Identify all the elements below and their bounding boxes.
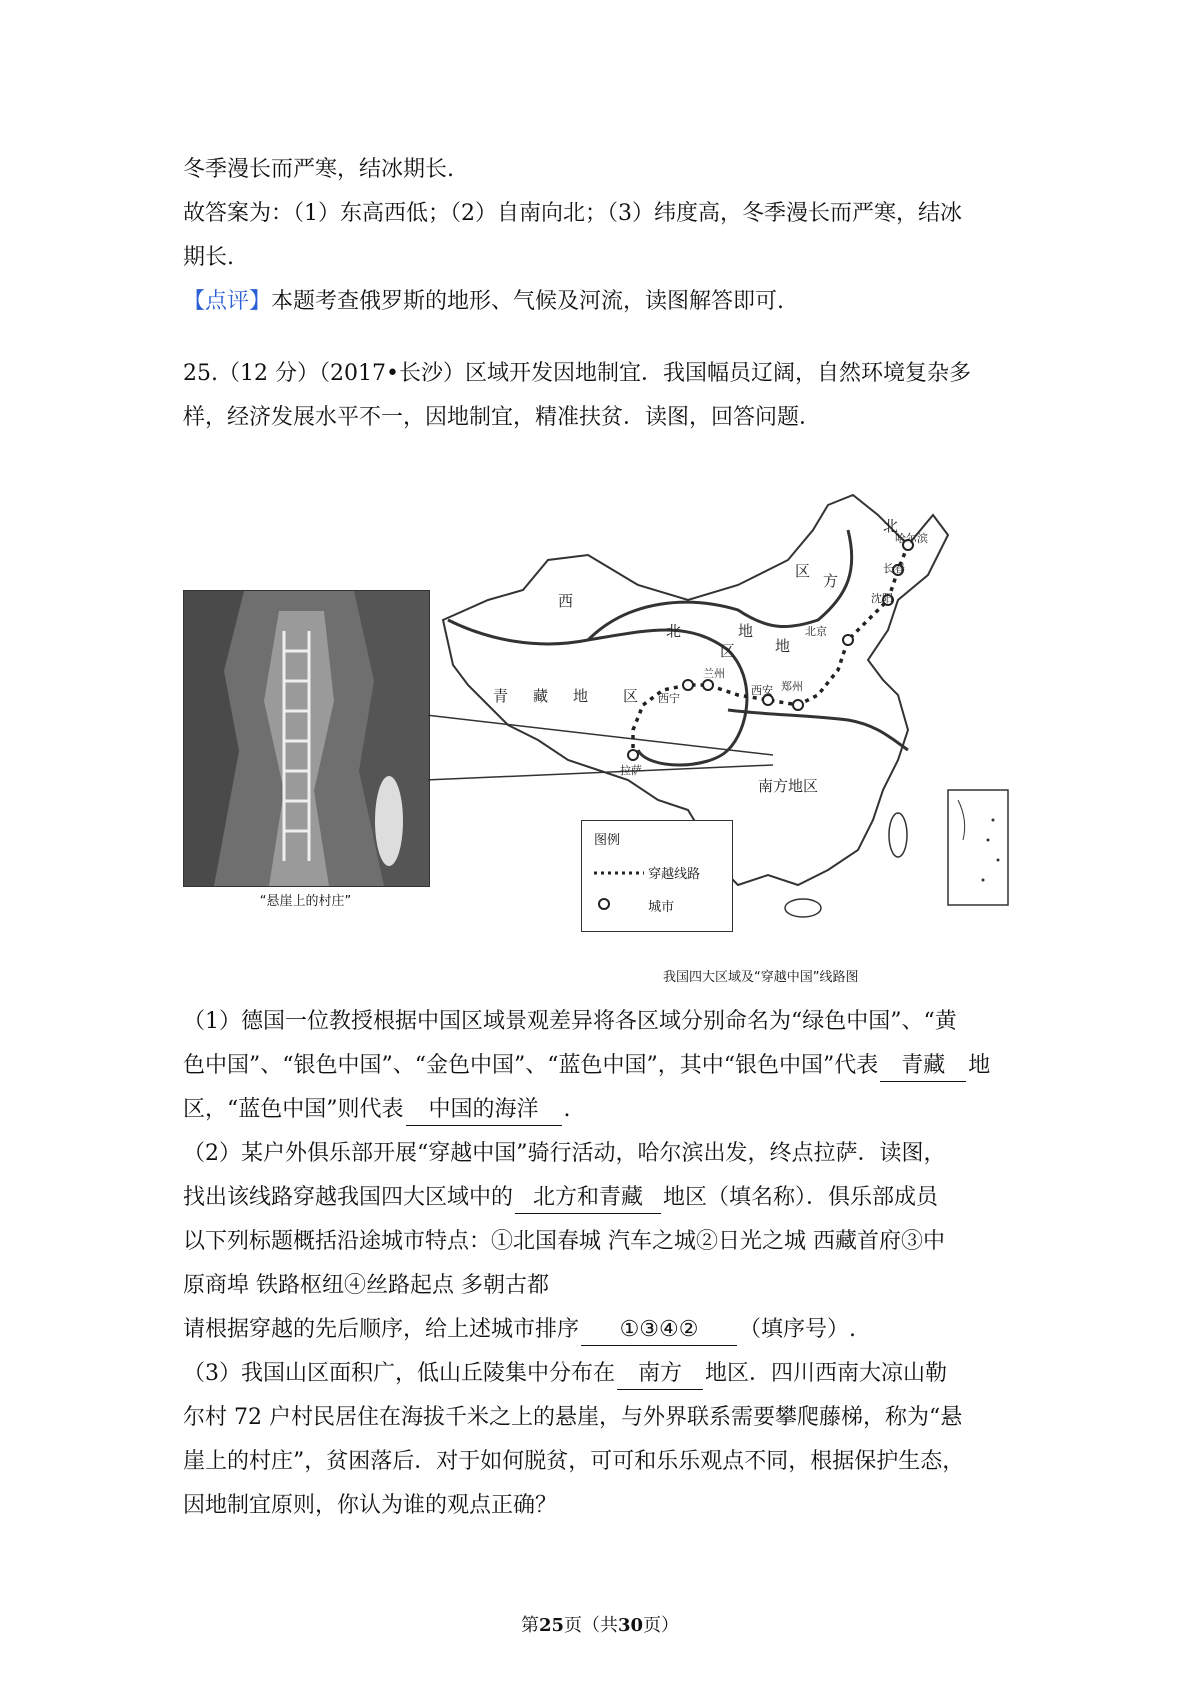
answer-blank-ocean: 中国的海洋 (406, 1095, 562, 1126)
legend-city-swatch (594, 897, 644, 911)
answer-line-1: 冬季漫长而严寒，结冰期长. (183, 157, 454, 182)
region-label-fang: 方 (823, 572, 839, 590)
question-line-1: 25.（12 分）（2017•长沙）区域开发因地制宜．我国幅员辽阔，自然环境复杂多 (183, 361, 971, 386)
page-footer (0, 1611, 1200, 1637)
cliff-photo-drawing (184, 591, 429, 886)
sub2-line-5-text: 请根据穿越的先后顺序，给上述城市排序 (183, 1317, 580, 1342)
comment-tag: 【点评】 (183, 289, 272, 314)
city-label-changchun: 长春 (883, 562, 905, 575)
region-label-di: 地 (738, 622, 754, 640)
sub2-line-2-tail: 地区（填名称）．俱乐部成员 (663, 1185, 939, 1210)
sub1-line-2-text: 色中国”、“银色中国”、“金色中国”、“蓝色中国”，其中“银色中国”代表 (183, 1053, 879, 1078)
photo-caption: “悬崖上的村庄” (259, 894, 352, 909)
legend-route-row (594, 863, 700, 882)
region-label-nanfang: 南方地区 (758, 777, 819, 795)
city-label-beijing: 北京 (805, 625, 827, 638)
sub1-line-2-tail: 地 (968, 1053, 991, 1078)
city-label-shenyang: 沈阳 (871, 592, 893, 605)
region-label-di2: 地 (573, 687, 589, 705)
footer-mid: 页（共 (564, 1615, 618, 1636)
city-label-xian: 西安 (751, 684, 773, 697)
footer-page-number: 25 (538, 1615, 564, 1636)
region-label-xi: 西 (558, 592, 574, 610)
map-caption: 我国四大区域及“穿越中国”线路图 (663, 970, 859, 985)
answer-blank-regions: 北方和青藏 (515, 1183, 661, 1214)
sub2-line-5 (183, 1308, 1033, 1352)
sub1-line-1: （1）德国一位教授根据中国区域景观差异将各区域分别命名为“绿色中国”、“黄 (183, 1009, 957, 1034)
city-label-xining: 西宁 (658, 692, 680, 705)
footer-pre: 第 (520, 1615, 539, 1636)
sub2-line-4: 原商埠 铁路枢纽④丝路起点 多朝古都 (183, 1273, 549, 1298)
legend-route-label: 穿越线路 (648, 867, 701, 882)
comment-text: 本题考查俄罗斯的地形、气候及河流，读图解答即可. (271, 289, 785, 314)
footer-total-pages: 30 (618, 1615, 644, 1636)
sub2-line-5-tail: （填序号）. (739, 1317, 857, 1342)
city-label-lanzhou: 兰州 (703, 667, 725, 680)
footer-post: 页） (643, 1615, 680, 1636)
region-label-bei2: 北 (883, 517, 899, 535)
map-legend (581, 820, 733, 932)
question-25-stem (183, 352, 1033, 440)
legend-title: 图例 (594, 833, 621, 848)
legend-city-row (594, 896, 674, 915)
city-label-lasa: 拉萨 (620, 764, 642, 777)
region-label-di3: 地 (775, 637, 791, 655)
sub2-line-2-text: 找出该线路穿越我国四大区域中的 (183, 1185, 514, 1210)
sub1-line-2 (183, 1044, 1033, 1088)
region-label-qu2: 区 (623, 687, 639, 705)
sub3-line-1-text: （3）我国山区面积广，低山丘陵集中分布在 (183, 1361, 615, 1386)
sub3-line-1-tail: 地区．四川西南大凉山勒 (705, 1361, 948, 1386)
sub2-line-3: 以下列标题概括沿途城市特点：①北国春城 汽车之城②日光之城 西藏首府③中 (183, 1229, 945, 1254)
city-label-haerbin: 哈尔滨 (895, 532, 928, 545)
sub3-line-3: 崖上的村庄”，贫困落后．对于如何脱贫，可可和乐乐观点不同，根据保护生态， (183, 1449, 965, 1474)
comment-line (183, 280, 1033, 324)
sub1-line-3-text: 区，“蓝色中国”则代表 (183, 1097, 404, 1122)
sub2-line-1: （2）某户外俱乐部开展“穿越中国”骑行活动，哈尔滨出发，终点拉萨．读图， (183, 1141, 946, 1166)
region-label-qu: 区 (795, 562, 811, 580)
answer-blank-qingzang: 青藏 (880, 1051, 966, 1082)
sub1-line-3-tail: . (563, 1097, 571, 1122)
sub3-line-2: 尔村 72 户村民居住在海拔千米之上的悬崖，与外界联系需要攀爬藤梯，称为“悬 (183, 1405, 963, 1430)
answer-line-2: 故答案为：（1）东高西低；（2）自南向北；（3）纬度高，冬季漫长而严寒，结冰 (183, 201, 962, 226)
answer-section (183, 148, 1033, 324)
answer-line-3: 期长. (183, 245, 234, 270)
legend-route-swatch (594, 868, 644, 878)
region-label-qu3: 区 (720, 642, 736, 660)
sub1-line-3 (183, 1088, 1033, 1132)
sub3-line-4: 因地制宜原则，你认为谁的观点正确？ (183, 1493, 558, 1518)
question-line-2: 样，经济发展水平不一，因地制宜，精准扶贫．读图，回答问题． (183, 405, 822, 430)
answer-blank-order: ①③④② (581, 1315, 737, 1346)
sub3-line-1 (183, 1352, 1033, 1396)
cliff-village-photo (183, 590, 430, 887)
region-label-qing: 青 (493, 687, 509, 705)
answer-blank-south: 南方 (617, 1359, 703, 1390)
legend-city-label: 城市 (648, 900, 675, 915)
region-label-bei: 北 (666, 622, 682, 640)
region-label-zang: 藏 (533, 687, 549, 705)
sub2-line-2 (183, 1176, 1033, 1220)
question-figure (183, 490, 1033, 990)
subquestion-section (183, 1000, 1033, 1528)
city-label-zhengzhou: 郑州 (781, 680, 803, 693)
